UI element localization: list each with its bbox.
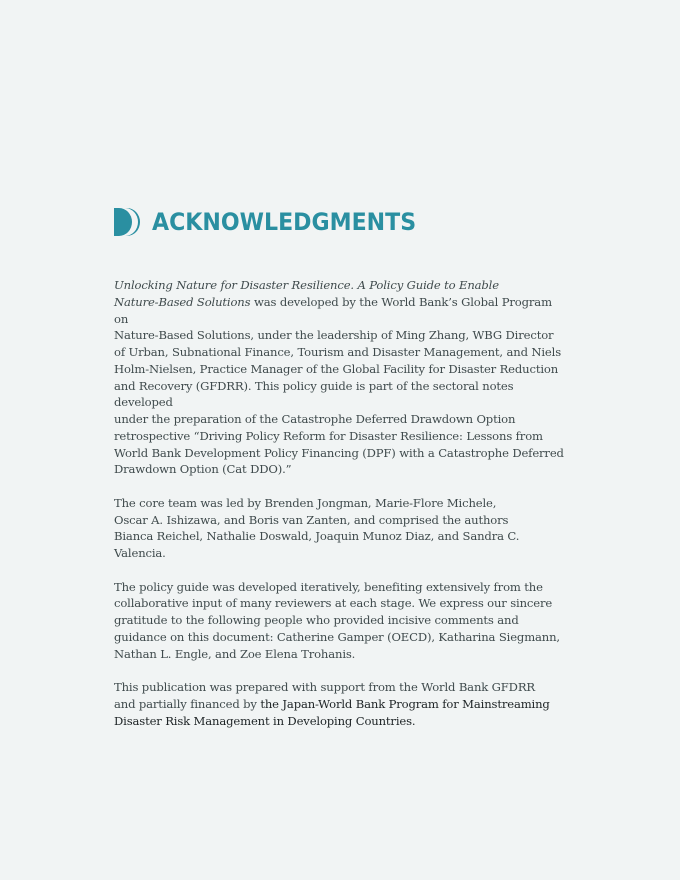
text-line: and partially financed by (114, 696, 261, 711)
text-line: Nature-Based Solutions, under the leadership of Ming Zhang, WBG Director (114, 328, 554, 343)
text-line: Holm-Nielsen, Practice Manager of the Global Facility for Disaster Reduction (114, 361, 559, 376)
paragraph-reviewers (114, 579, 564, 663)
paragraph-intro (114, 277, 564, 478)
text-line: gratitude to the following people who provided incisive comments and (114, 613, 519, 627)
text-line: and Recovery (GFDRR). This policy guide is part of the sectoral notes developed (114, 378, 514, 410)
paragraph-funding (114, 679, 564, 729)
text-line: under the preparation of the Catastrophe Deferred Drawdown Option (114, 412, 516, 426)
text-line: Oscar A. Ishizawa, and Boris van Zanten, and comprised the authors (114, 512, 509, 527)
text-line: The core team was led by Brenden Jongman, Marie-Flore Michele, (114, 495, 497, 510)
program-name-continued: Disaster Risk Management in Developing Countries. (114, 713, 416, 728)
publication-title-line-2: Nature-Based Solutions (114, 294, 251, 309)
text-line: collaborative input of many reviewers at each stage. We express our sincere (114, 596, 553, 611)
double-chevron-icon (114, 208, 140, 236)
acknowledgments-body (114, 277, 564, 746)
text-line: of Urban, Subnational Finance, Tourism and Disaster Management, and Niels (114, 345, 562, 359)
paragraph-core-team (114, 495, 564, 562)
page-title: ACKNOWLEDGMENTS (152, 208, 417, 236)
text-line: retrospective “Driving Policy Reform for Disaster Resilience: Lessons from (114, 428, 543, 443)
publication-title-line-1: Unlocking Nature for Disaster Resilience. A Policy Guide to Enable (114, 278, 499, 292)
program-name: the Japan-World Bank Program for Mainstreaming (260, 696, 550, 711)
text-line: World Bank Development Policy Financing (DPF) with a Catastrophe Deferred (114, 445, 564, 460)
page-heading (114, 208, 439, 236)
text-line: was developed by the World Bank’s Global Program on (114, 294, 552, 326)
text-line: Bianca Reichel, Nathalie Doswald, Joaquin Munoz Diaz, and Sandra C. Valencia. (114, 529, 520, 560)
text-line: This publication was prepared with support from the World Bank GFDRR (114, 680, 535, 694)
text-line: guidance on this document: Catherine Gamper (OECD), Katharina Siegmann, (114, 629, 560, 644)
text-line: Drawdown Option (Cat DDO).” (114, 462, 292, 477)
text-line: The policy guide was developed iteratively, benefiting extensively from the (114, 579, 543, 594)
text-line: Nathan L. Engle, and Zoe Elena Trohanis. (114, 646, 356, 661)
